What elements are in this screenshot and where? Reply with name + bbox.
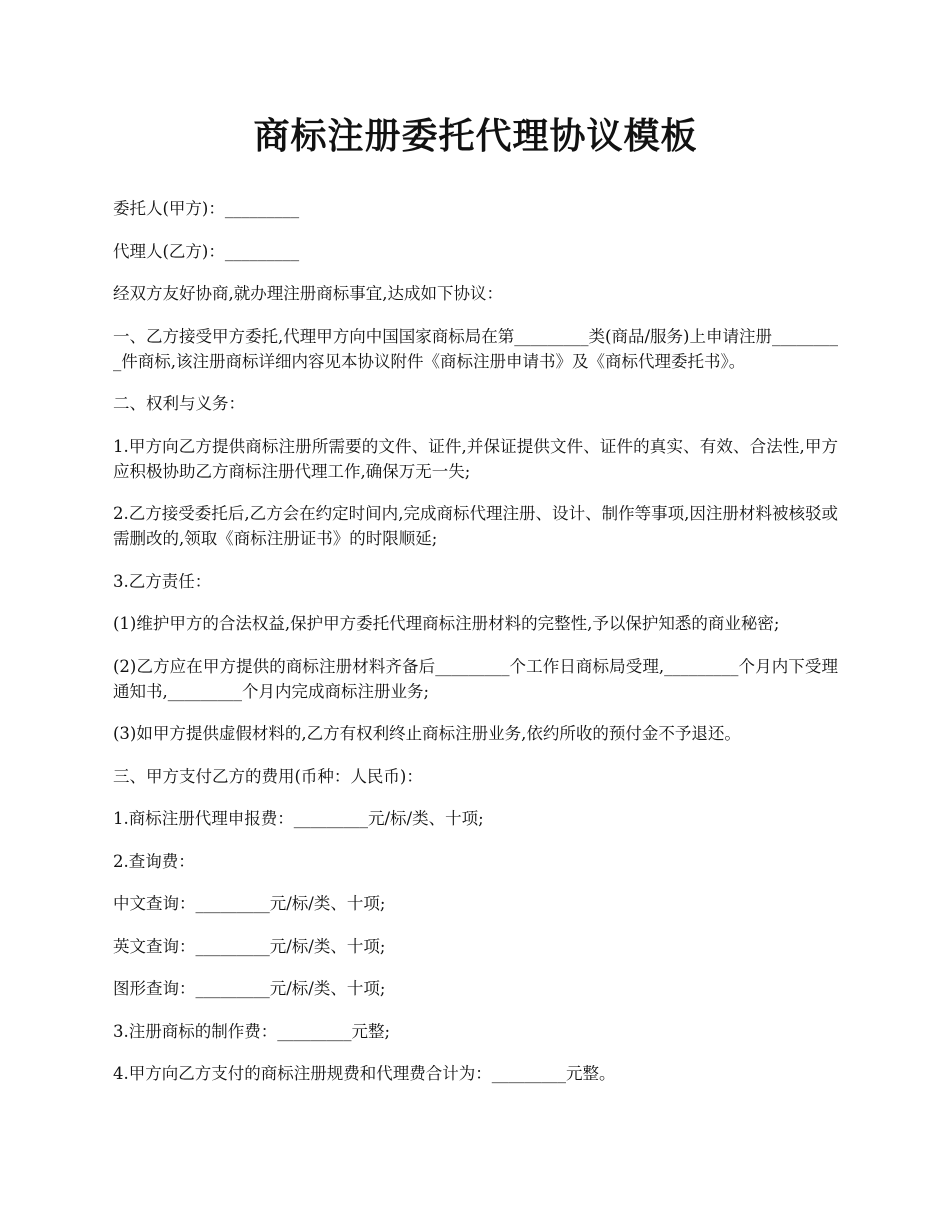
fee-4-line: 4.甲方向乙方支付的商标注册规费和代理费合计为：_________元整。: [113, 1064, 616, 1083]
clause-2-3-3-paragraph: (3)如甲方提供虚假材料的,乙方有权利终止商标注册业务,依约所收的预付金不予退还。: [113, 724, 741, 743]
section-3-heading: 三、甲方支付乙方的费用(币种：人民币)：: [113, 766, 423, 786]
chinese-query-fee-line: 中文查询：_________元/标/类、十项;: [113, 894, 386, 913]
party-b-line: 代理人(乙方)：_________: [113, 241, 300, 261]
clause-2-3-1-paragraph: (1)维护甲方的合法权益,保护甲方委托代理商标注册材料的完整性,予以保护知悉的商业秘密;: [113, 614, 780, 633]
clause-2-3-2-paragraph: (2)乙方应在甲方提供的商标注册材料齐备后_________个工作日商标局受理,_________个月内下受理通知书,_________个月内完成商标注册业务;: [113, 656, 838, 701]
clause-2-1-paragraph: 1.甲方向乙方提供商标注册所需要的文件、证件,并保证提供文件、证件的真实、有效、合法性,甲方应积极协助乙方商标注册代理工作,确保万无一失;: [113, 436, 838, 481]
english-query-fee-line: 英文查询：_________元/标/类、十项;: [113, 936, 386, 956]
fee-1-line: 1.商标注册代理申报费：_________元/标/类、十项;: [113, 809, 484, 828]
clause-1-paragraph: 一、乙方接受甲方委托,代理甲方向中国国家商标局在第_________类(商品/服务)上申请注册_________件商标,该注册商标详细内容见本协议附件《商标注册申请书》及《商标代理委托书》。: [113, 326, 838, 371]
fee-3-line: 3.注册商标的制作费：_________元整;: [113, 1021, 391, 1041]
fee-2-heading: 2.查询费：: [113, 851, 195, 871]
document-title: 商标注册委托代理协议模板: [253, 115, 698, 157]
intro-paragraph: 经双方友好协商,就办理注册商标事宜,达成如下协议：: [113, 284, 503, 303]
party-a-line: 委托人(甲方)：_________: [113, 199, 300, 218]
graphic-query-fee-line: 图形查询：_________元/标/类、十项;: [113, 979, 386, 998]
section-2-heading: 二、权利与义务：: [113, 394, 245, 413]
clause-2-3-heading: 3.乙方责任：: [113, 571, 212, 591]
clause-2-2-paragraph: 2.乙方接受委托后,乙方会在约定时间内,完成商标代理注册、设计、制作等事项,因注册材料被核驳或需删改的,领取《商标注册证书》的时限顺延;: [113, 504, 838, 548]
